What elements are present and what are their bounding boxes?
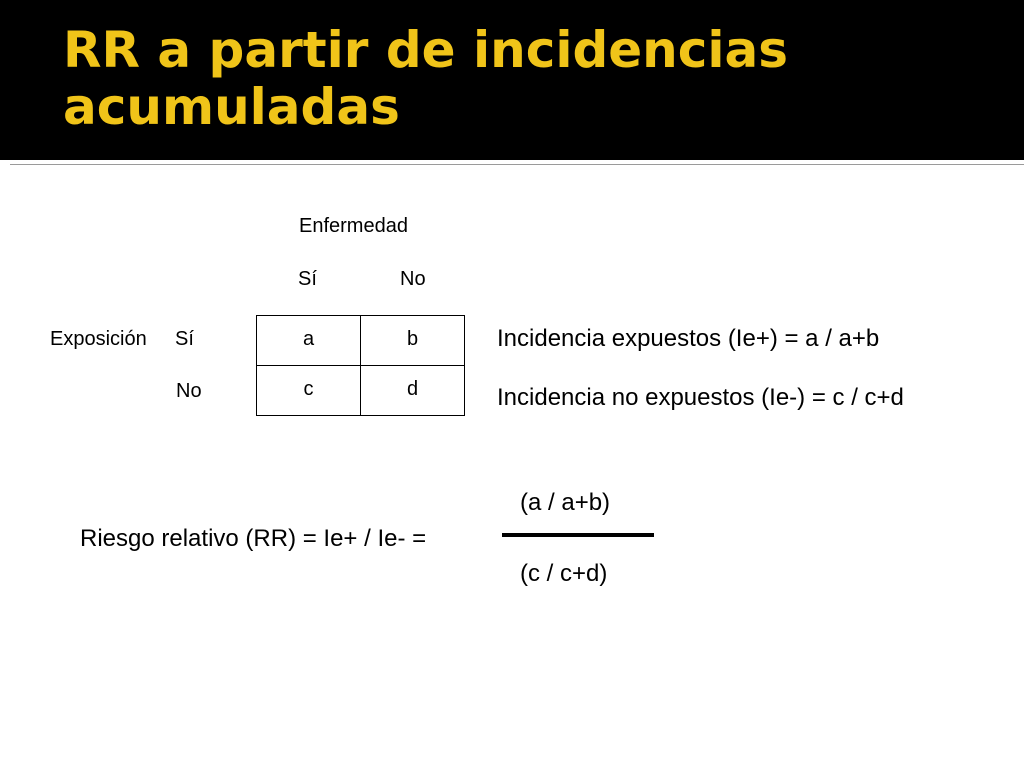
contingency-table bbox=[256, 315, 465, 416]
fraction-bar bbox=[502, 533, 654, 537]
rr-formula-label: Riesgo relativo (RR) = Ie+ / Ie- = bbox=[80, 525, 427, 552]
row-label-no: No bbox=[176, 380, 202, 402]
row-label-si: Sí bbox=[175, 328, 194, 350]
table-cell-d: d bbox=[361, 366, 465, 416]
rr-numerator: (a / a+b) bbox=[520, 489, 611, 516]
incidence-unexposed-formula: Incidencia no expuestos (Ie-) = c / c+d bbox=[497, 384, 904, 411]
table-row bbox=[257, 366, 465, 416]
title-bar bbox=[0, 0, 1024, 160]
table-cell-a: a bbox=[257, 316, 361, 366]
table-cell-b: b bbox=[361, 316, 465, 366]
rr-denominator: (c / c+d) bbox=[520, 560, 608, 587]
col-label-si: Sí bbox=[298, 268, 317, 290]
title-divider bbox=[10, 164, 1024, 165]
col-label-no: No bbox=[400, 268, 426, 290]
incidence-exposed-formula: Incidencia expuestos (Ie+) = a / a+b bbox=[497, 325, 880, 352]
table-row bbox=[257, 316, 465, 366]
row-header-exposicion: Exposición bbox=[50, 328, 147, 350]
slide-title: RR a partir de incidencias acumuladas bbox=[63, 21, 789, 136]
table-cell-c: c bbox=[257, 366, 361, 416]
column-header-enfermedad: Enfermedad bbox=[299, 215, 408, 237]
